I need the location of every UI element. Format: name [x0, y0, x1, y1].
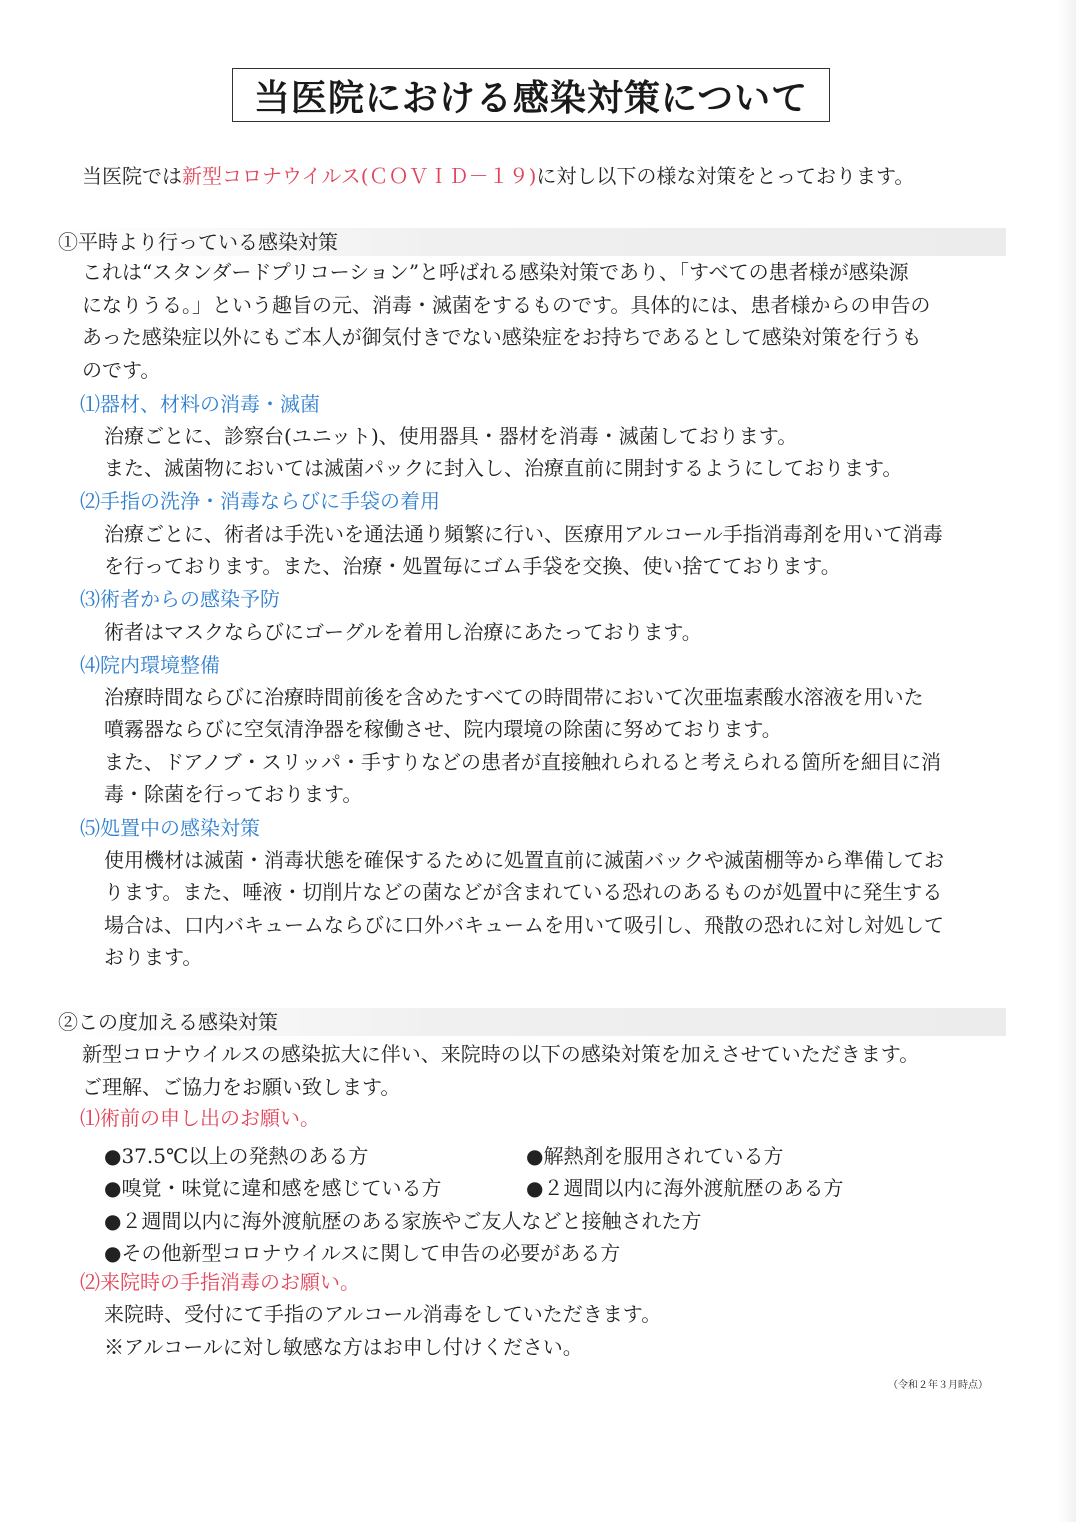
item1-label: ⑴器材、材料の消毒・滅菌	[80, 392, 320, 416]
bullet-item: ●37.5℃以上の発熱のある方	[104, 1144, 369, 1168]
item2-label: ⑵手指の洗浄・消毒ならびに手袋の着用	[80, 489, 440, 513]
section1-paragraph	[82, 256, 1012, 386]
section2-paragraph	[82, 1038, 1012, 1103]
item5-line: 場合は、口内バキュームならびに口外バキュームを用いて吸引し、飛散の恐れに対し対処して	[104, 913, 944, 937]
request2-line: 来院時、受付にて手指のアルコール消毒をしていただきます。	[104, 1302, 662, 1326]
item3-label: ⑶術者からの感染予防	[80, 587, 280, 611]
page-title: 当医院における感染対策について	[232, 68, 830, 122]
section2-line: ご理解、ご協力をお願い致します。	[82, 1074, 401, 1099]
item4-line: 治療時間ならびに治療時間前後を含めたすべての時間帯において次亜塩素酸水溶液を用いた	[104, 685, 924, 709]
request2-line: ※アルコールに対し敏感な方はお申し付けください。	[104, 1335, 583, 1359]
section1-line: になりうる。」という趣旨の元、消毒・滅菌をするものです。具体的には、患者様からの申告の	[82, 292, 931, 317]
item4-line: 毒・除菌を行っております。	[104, 782, 363, 806]
section1-line: これは“スタンダードプリコーション”と呼ばれる感染対策であり、「すべての患者様が感染源	[82, 260, 909, 284]
item2-line: 治療ごとに、術者は手洗いを通法通り頻繁に行い、医療用アルコール手指消毒剤を用いて消毒	[104, 522, 943, 546]
intro-text	[82, 160, 1022, 189]
item2-line: を行っております。また、治療・処置毎にゴム手袋を交換、使い捨てております。	[104, 554, 841, 578]
intro-prefix: 当医院では	[82, 164, 182, 188]
item5-line: ります。また、唾液・切削片などの菌などが含まれている恐れのあるものが処置中に発生する	[104, 880, 943, 904]
item5-label: ⑸処置中の感染対策	[80, 816, 260, 840]
item5-line: 使用機材は滅菌・消毒状態を確保するために処置直前に滅菌バックや滅菌棚等から準備してお	[104, 848, 944, 872]
request1-label: ⑴術前の申し出のお願い。	[80, 1106, 320, 1130]
item1-line: また、滅菌物においては滅菌パックに封入し、治療直前に開封するようにしております。	[104, 456, 903, 480]
item3-line: 術者はマスクならびにゴーグルを着用し治療にあたっております。	[104, 620, 702, 644]
request2-label: ⑵来院時の手指消毒のお願い。	[80, 1270, 360, 1294]
item4-line: 噴霧器ならびに空気清浄器を稼働させ、院内環境の除菌に努めております。	[104, 717, 782, 741]
bullet-item: ●２週間以内に海外渡航歴のある方	[526, 1176, 844, 1200]
intro-suffix: に対し以下の様な対策をとっております。	[536, 164, 915, 188]
bullet-item: ●嗅覚・味覚に違和感を感じている方	[104, 1176, 442, 1200]
item4-line: また、ドアノブ・スリッパ・手すりなどの患者が直接触れられると考えられる箇所を細目に消	[104, 750, 941, 774]
section2-line: 新型コロナウイルスの感染拡大に伴い、来院時の以下の感染対策を加えさせていただきます。	[82, 1042, 920, 1066]
section1-line: のです。	[82, 357, 161, 382]
bullet-item: ●解熱剤を服用されている方	[526, 1144, 784, 1168]
bullet-item: ●２週間以内に海外渡航歴のある家族やご友人などと接触された方	[104, 1209, 702, 1233]
item5-line: おります。	[104, 945, 203, 969]
footnote-date: （令和２年３月時点）	[888, 1380, 988, 1391]
item1-line: 治療ごとに、診察台(ユニット)、使用器具・器材を消毒・滅菌しております。	[104, 424, 798, 448]
section2-heading: ②この度加える感染対策	[58, 1008, 1006, 1036]
scan-edge	[1058, 0, 1076, 1522]
intro-highlight: 新型コロナウイルス(ＣＯＶＩＤ－１９)	[182, 164, 537, 188]
section1-line: あった感染症以外にもご本人が御気付きでない感染症をお持ちであるとして感染対策を行うも	[82, 325, 922, 349]
bullet-item: ●その他新型コロナウイルスに関して申告の必要がある方	[104, 1241, 621, 1265]
item4-label: ⑷院内環境整備	[80, 653, 220, 677]
section1-heading: ①平時より行っている感染対策	[58, 228, 1006, 256]
